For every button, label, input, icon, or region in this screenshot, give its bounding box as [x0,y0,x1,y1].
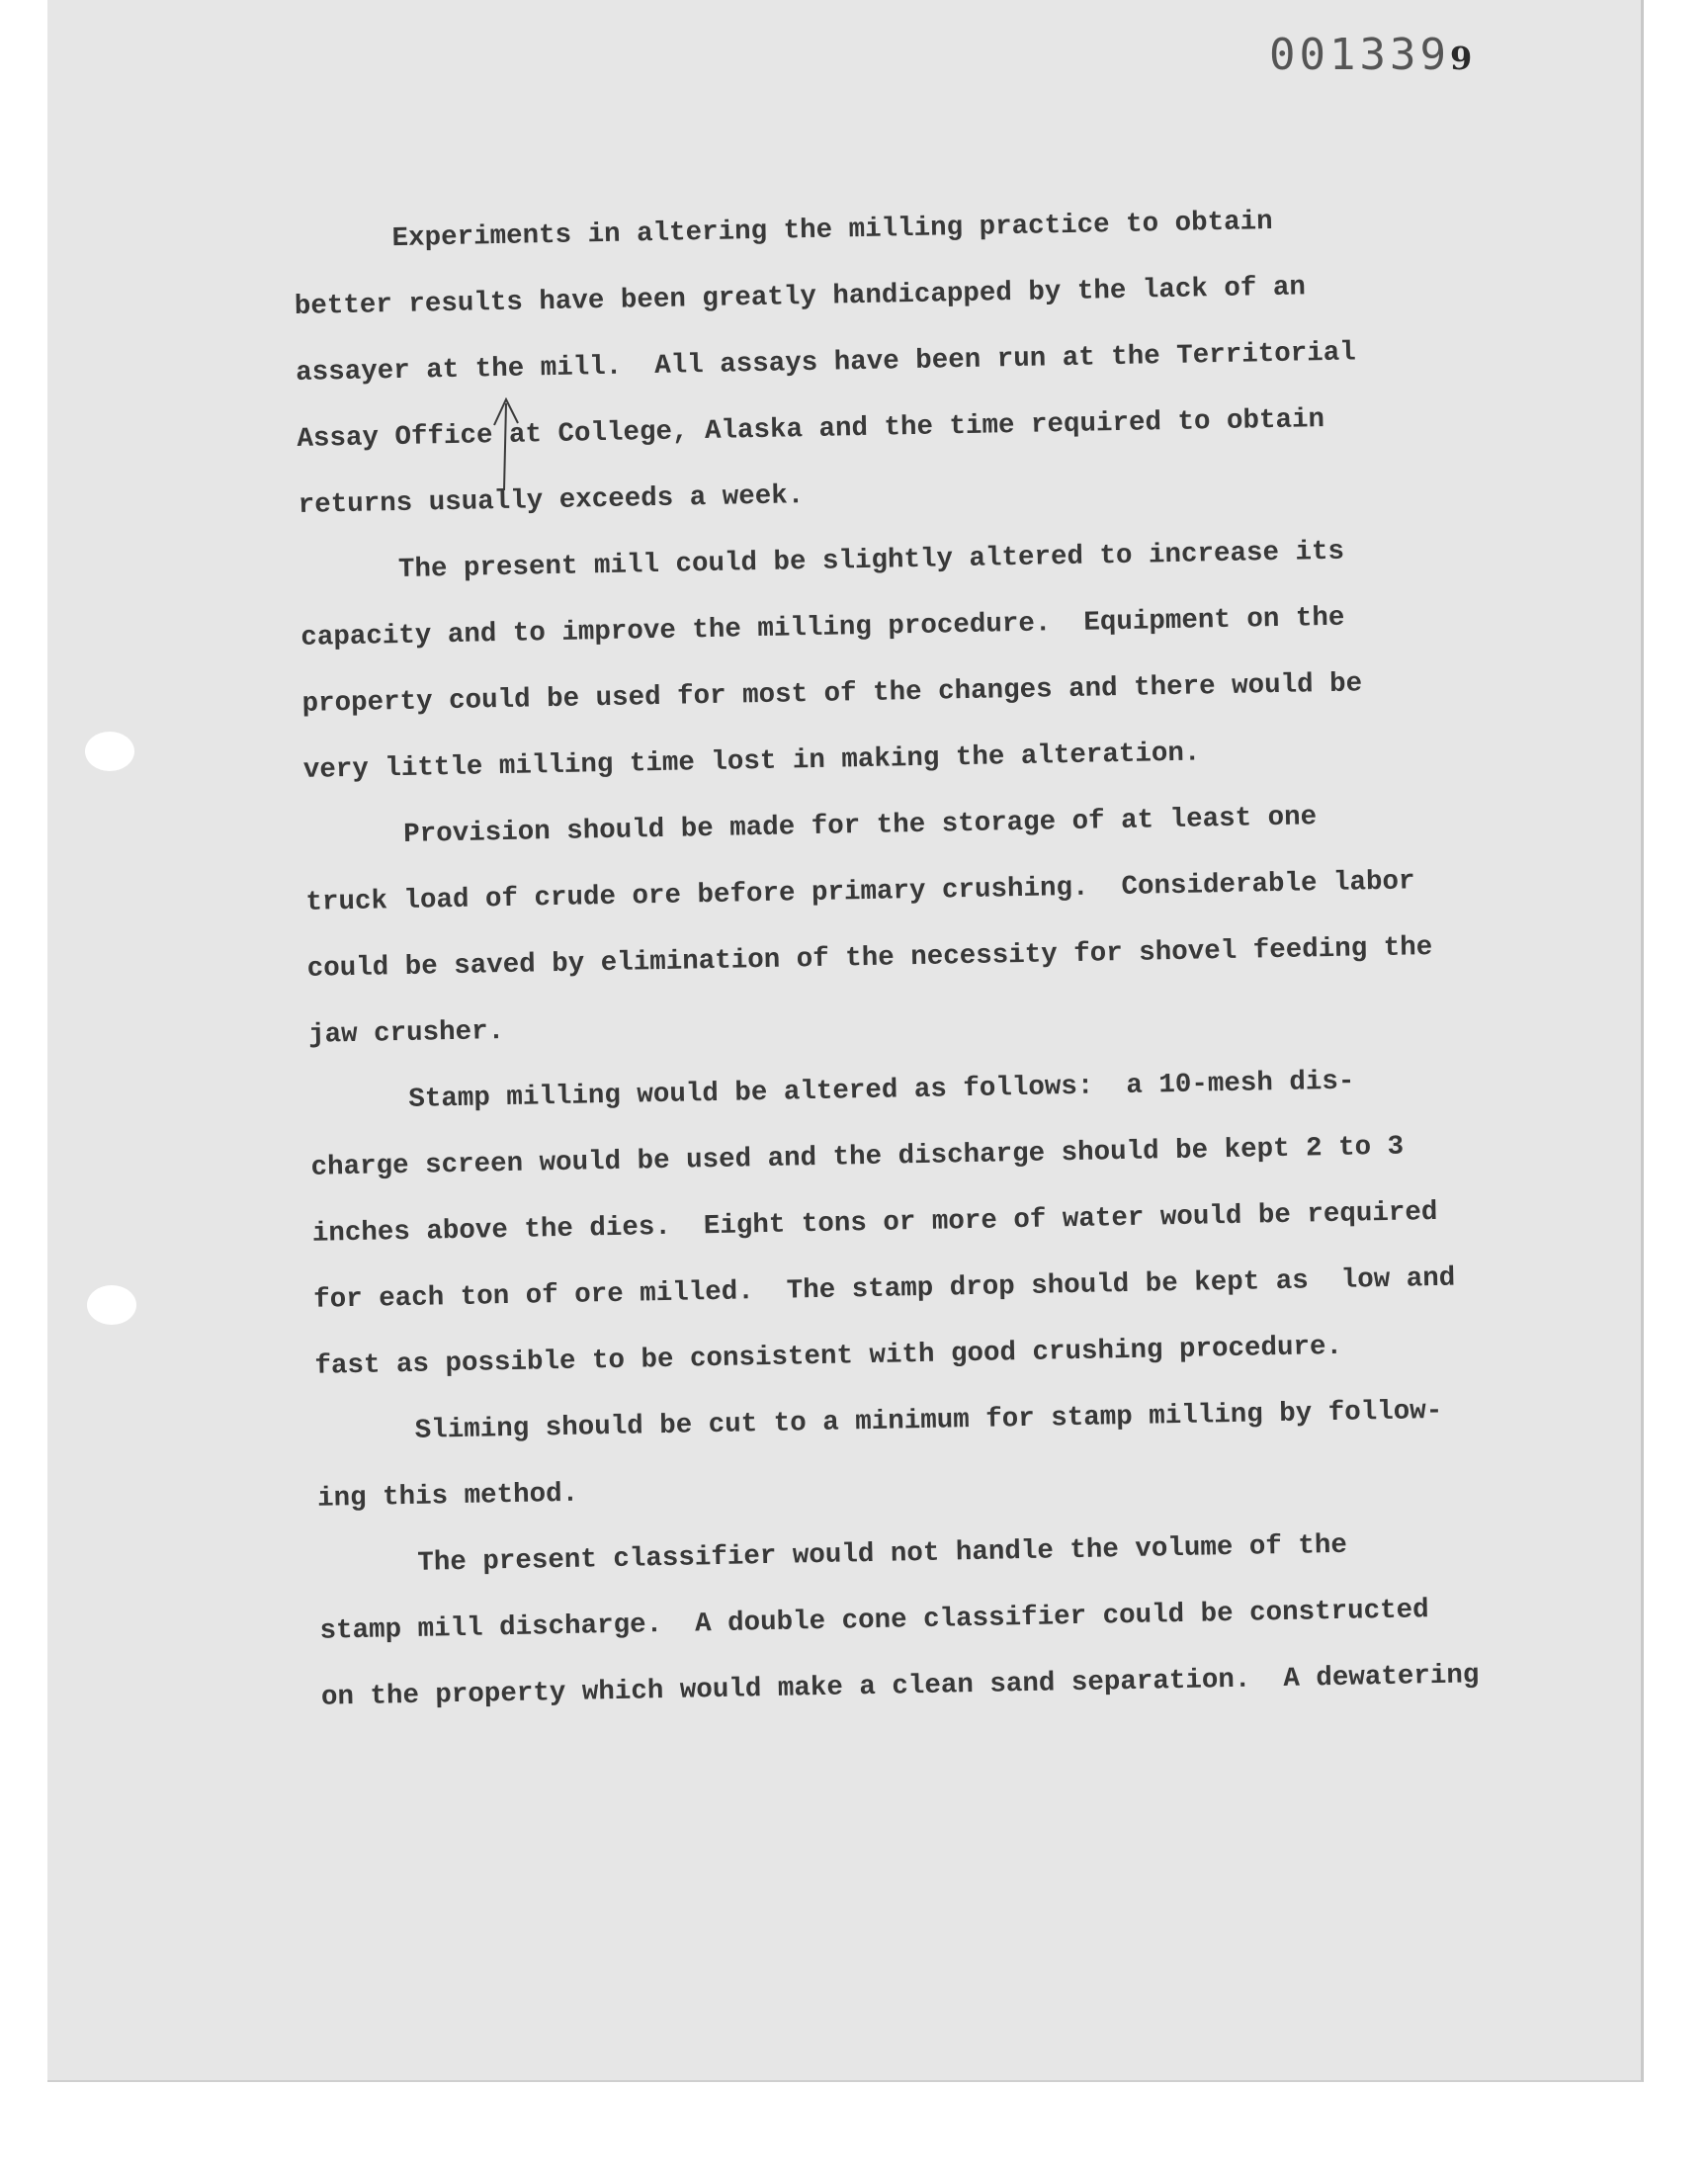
paragraph-line: capacity and to improve the milling procedure. Equipment on the [300,602,1345,653]
page-number-stamp: 001339 [1269,30,1450,80]
paragraph-line: Stamp milling would be altered as follows: a 10-mesh dis- [408,1066,1355,1115]
paragraph-line: stamp mill discharge. A double cone classifier could be constructed [319,1595,1429,1647]
paragraph-5 [315,1376,1543,1532]
paragraph-1 [293,184,1524,539]
paragraph-line: on the property which would make a clean sand separation. A dewatering [320,1660,1480,1713]
paragraph-line: very little milling time lost in making the alteration. [302,738,1201,786]
paragraph-line: Experiments in altering the milling practice to obtain [391,206,1273,255]
page-number-handwritten: 9 [1449,40,1473,77]
paragraph-line: Sliming should be cut to a minimum for stamp milling by follow- [414,1395,1443,1446]
paragraph-line: The present classifier would not handle the volume of the [417,1529,1348,1579]
paragraph-line: assayer at the mill. All assays have been run at the Territorial [295,337,1357,389]
paragraph-line: for each ton of ore milled. The stamp drop should be kept as low and [312,1262,1456,1316]
paragraph-line: could be saved by elimination of the necessity for shovel feeding the [306,932,1433,985]
paragraph-line: Assay Office at College, Alaska and the time required to obtain [297,404,1325,455]
paragraph-line: jaw crusher. [307,1016,505,1051]
paragraph-2 [299,515,1529,804]
punch-hole-bottom [87,1285,136,1325]
paragraph-3 [304,780,1535,1069]
page-number [1269,30,1472,80]
paragraph-line: The present mill could be slightly altered to increase its [397,536,1345,586]
punch-hole-top [85,732,134,771]
paragraph-line: ing this method. [316,1478,579,1515]
paragraph-line: inches above the dies. Eight tons or more of water would be required [311,1196,1438,1250]
paragraph-6 [318,1509,1548,1731]
paragraph-line: better results have been greatly handicapped by the lack of an [294,272,1307,322]
paragraph-line: charge screen would be used and the discharge should be kept 2 to 3 [310,1131,1405,1183]
document-body [293,184,1547,1731]
paragraph-line: returns usually exceeds a week. [298,480,805,521]
paragraph-4 [309,1045,1541,1400]
paragraph-line: property could be used for most of the changes and there would be [301,668,1363,720]
paragraph-line: Provision should be made for the storage of at least one [402,802,1318,850]
paragraph-line: fast as possible to be consistent with good crushing procedure. [314,1331,1343,1382]
paragraph-line: truck load of crude ore before primary crushing. Considerable labor [305,866,1415,918]
